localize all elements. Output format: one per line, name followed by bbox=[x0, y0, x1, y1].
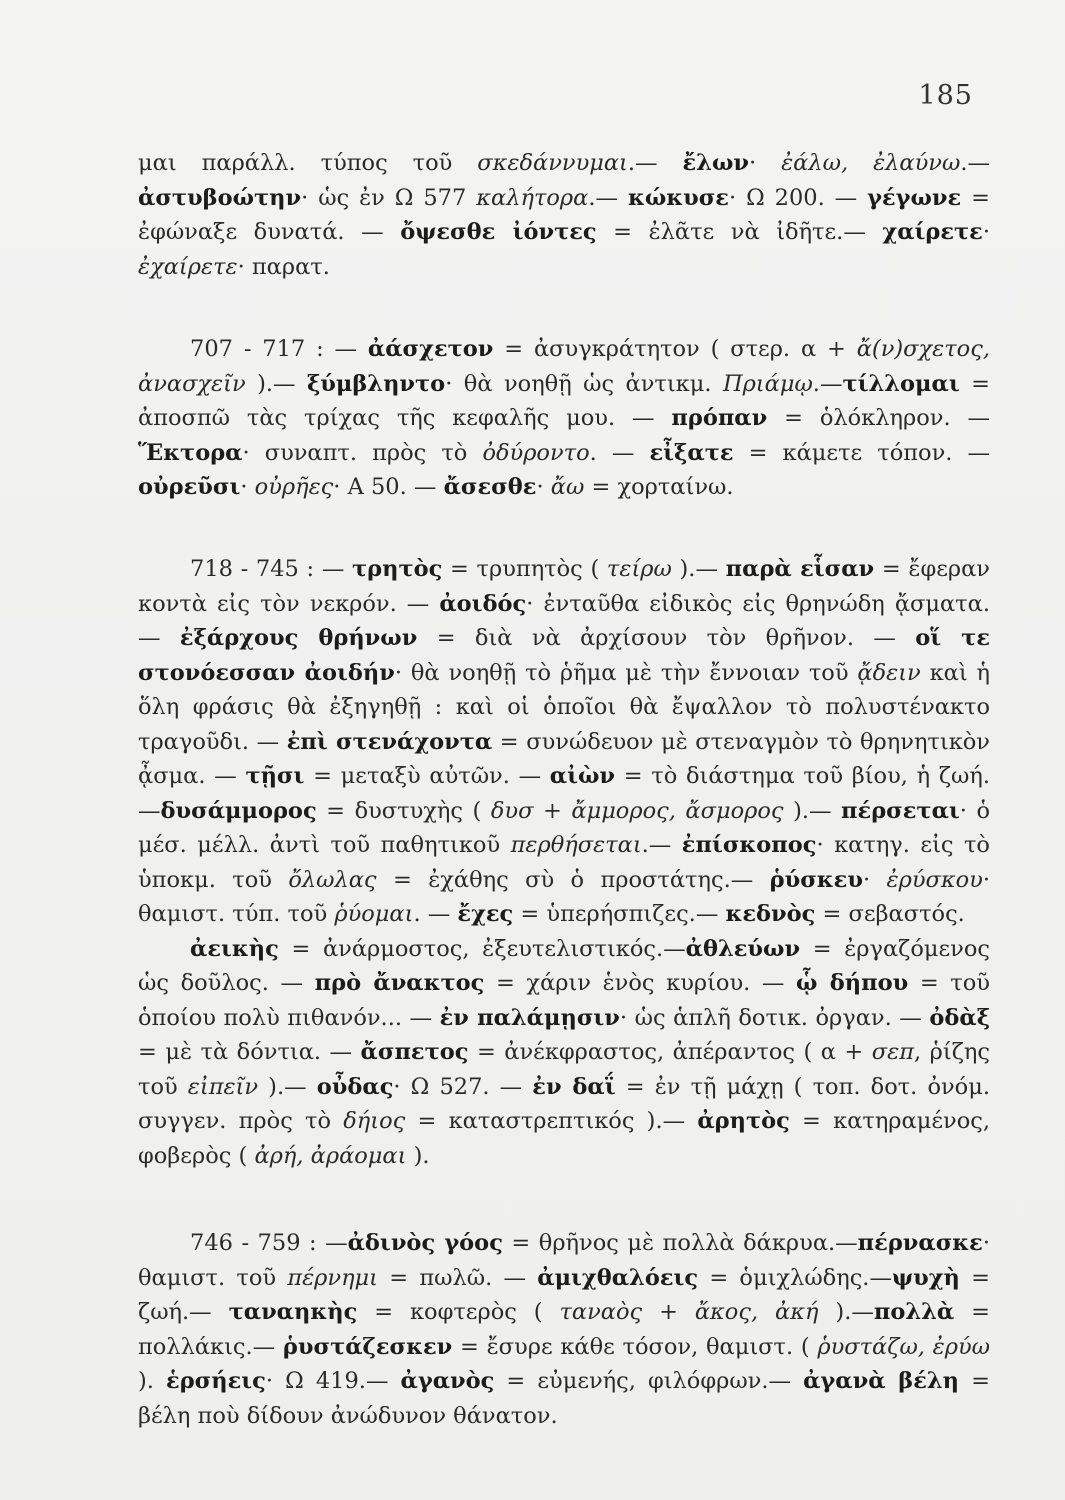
lemma: κεδνὸς bbox=[725, 901, 816, 927]
lemma: ἄσπετος bbox=[360, 1039, 469, 1065]
italic-term: Πριάμῳ bbox=[722, 370, 813, 397]
text-run: 718 - 745 : — bbox=[190, 556, 353, 582]
lemma: εἶξατε bbox=[649, 439, 734, 466]
text-run: = μεταξὺ αὐτῶν. — bbox=[304, 763, 550, 789]
italic-term: ὀδύροντο bbox=[482, 439, 590, 466]
text-run: . — bbox=[589, 439, 650, 466]
lemma: δυσάμμορος bbox=[160, 797, 317, 824]
lemma: Ἕκτορα bbox=[138, 439, 243, 466]
italic-term: ἐρύσκου bbox=[886, 866, 983, 893]
lemma: ἀεικὴς bbox=[190, 935, 279, 962]
lemma: πέρσεται bbox=[841, 797, 960, 824]
text-run: = ζωή.— bbox=[138, 1264, 991, 1325]
lemma: πρόπαν bbox=[671, 405, 768, 431]
lemma: ἀρητὸς bbox=[697, 1108, 790, 1134]
italic-term: ἄω bbox=[550, 474, 585, 500]
text-run: .— bbox=[812, 370, 843, 397]
text-run: μαι παράλλ. τύπος τοῦ bbox=[138, 150, 478, 176]
text-run: = συνώδευον μὲ στεναγμὸν τὸ θρηνητικὸν ᾆσμα. — bbox=[138, 728, 990, 789]
text-run: = ἀσυγκράτητον ( στερ. α + bbox=[493, 336, 857, 362]
lemma: ἀδινὸς γόος bbox=[347, 1230, 503, 1256]
lemma: πολλὰ bbox=[873, 1299, 955, 1325]
text-run: = χορταίνω. bbox=[584, 474, 734, 500]
italic-term: οὐρῆες bbox=[254, 474, 334, 500]
italic-term: ῥύομαι bbox=[334, 901, 414, 927]
text-run: = θρῆνος μὲ πολλὰ δάκρυα.— bbox=[502, 1230, 858, 1256]
text-run: = χάριν ἑνὸς κυρίου. — bbox=[484, 970, 797, 996]
lemma: χαίρετε bbox=[882, 219, 983, 245]
text-run: .— bbox=[588, 184, 628, 211]
lemma: ὄψεσθε ἰόντες bbox=[400, 219, 597, 245]
text-run: · Α 50. — bbox=[333, 474, 444, 500]
text-run: · bbox=[240, 474, 255, 500]
lemma: πέρνασκε bbox=[857, 1230, 983, 1256]
lemma: οἵ τε στονόεσσαν ἀοιδήν bbox=[138, 625, 991, 686]
text-run: ). bbox=[406, 1142, 430, 1169]
lemma: ξύμβληντο bbox=[306, 370, 446, 397]
italic-term: δήιος bbox=[343, 1108, 406, 1134]
text-run: = τοῦ ὁποίου πολὺ πιθανόν... — bbox=[138, 970, 990, 1031]
italic-term: σεπ bbox=[871, 1039, 915, 1065]
text-run: · bbox=[982, 219, 991, 245]
italic-term: περθήσεται bbox=[510, 832, 642, 858]
italic-term: ἐάλω, ἐλαύνω bbox=[781, 150, 961, 176]
lemma: οὐρεῦσι bbox=[138, 474, 241, 500]
lemma: ᾧ δήπου bbox=[796, 970, 909, 996]
text-run: · bbox=[862, 866, 887, 893]
text-run: = ἔφεραν κοντὰ εἰς τὸν νεκρόν. — bbox=[138, 556, 990, 617]
text-run: · συναπτ. πρὸς τὸ bbox=[242, 439, 483, 466]
italic-term: ὄλωλας bbox=[288, 866, 377, 893]
lemma: κώκυσε bbox=[627, 184, 729, 211]
italic-term: ἄ(ν)σχετος, ἀνασχεῖν bbox=[138, 336, 990, 397]
italic-term: ῥυστάζω, ἐρύω bbox=[817, 1333, 990, 1360]
lemma: ἐπίσκοπος bbox=[681, 832, 817, 858]
text-run: · ἐνταῦθα εἰδικὸς εἰς θρηνώδη ᾄσματα. — bbox=[138, 590, 990, 651]
text-run: ).— bbox=[245, 370, 307, 397]
text-run: = ὁμιχλώδης.— bbox=[698, 1264, 892, 1291]
text-run: · θαμιστ. τοῦ bbox=[138, 1230, 990, 1291]
lemma: ἐξάρχους θρήνων bbox=[179, 625, 418, 651]
lemma: ὀδὰξ bbox=[929, 1004, 991, 1031]
paragraph bbox=[138, 552, 990, 932]
text-run: .— bbox=[960, 150, 990, 176]
italic-term: ᾄδειν bbox=[857, 659, 921, 686]
text-run: = εὐμενής, φιλόφρων.— bbox=[494, 1368, 804, 1394]
section-verses-707-717 bbox=[138, 332, 990, 505]
italic-term: σκεδάννυμαι bbox=[477, 150, 628, 176]
lemma: παρὰ εἷσαν bbox=[725, 556, 875, 582]
italic-term: εἰπεῖν bbox=[187, 1073, 259, 1100]
text-run: = ἐχάθης σὺ ὁ προστάτης.— bbox=[376, 866, 770, 893]
text-run: ).— bbox=[671, 556, 726, 582]
text-run: 707 - 717 : — bbox=[190, 336, 368, 362]
lemma: ἀθλεύων bbox=[685, 935, 801, 962]
lemma: ἑρσήεις bbox=[166, 1368, 266, 1394]
italic-term: καλήτορα bbox=[476, 184, 589, 211]
text-run: · bbox=[536, 474, 551, 500]
lemma: ἐν παλάμῃσιν bbox=[439, 1004, 620, 1031]
text-run: = ἐλᾶτε νὰ ἰδῆτε.— bbox=[596, 219, 883, 245]
text-run: · bbox=[749, 150, 782, 176]
paragraph bbox=[138, 1226, 990, 1433]
text-run: · ὡς ἁπλῆ δοτικ. ὀργαν. — bbox=[619, 1004, 930, 1031]
text-run: = κατηραμένος, φοβερὸς ( bbox=[138, 1108, 990, 1169]
lemma: πρὸ ἄνακτος bbox=[314, 970, 485, 996]
text-run: · ὁ μέσ. μέλλ. ἀντὶ τοῦ παθητικοῦ bbox=[138, 797, 991, 858]
text-run: = σεβαστός. bbox=[815, 901, 965, 927]
text-run: = κοφτερὸς ( bbox=[357, 1299, 560, 1325]
text-run: · Ω 527. — bbox=[393, 1073, 533, 1100]
text-run: = ἀποσπῶ τὰς τρίχας τῆς κεφαλῆς μου. — bbox=[138, 370, 991, 431]
lemma: ψυχὴ bbox=[891, 1264, 960, 1291]
italic-term: ἐχαίρετε bbox=[138, 253, 238, 280]
italic-term: ταναὸς + ἄκος, ἀκή bbox=[559, 1299, 819, 1325]
text-run: = διὰ νὰ ἀρχίσουν τὸν θρῆνον. — bbox=[417, 625, 916, 651]
text-run: · θὰ νοηθῇ ὡς ἀντικμ. bbox=[445, 370, 723, 397]
paragraph-continued bbox=[138, 932, 990, 1174]
text-run: = μὲ τὰ δόντια. — bbox=[138, 1039, 361, 1065]
section-verses-746-759 bbox=[138, 1226, 990, 1433]
lemma: ἔλων bbox=[682, 150, 749, 176]
text-run: · Ω 200. — bbox=[728, 184, 868, 211]
text-run: · κατηγ. εἰς τὸ ὑποκμ. τοῦ bbox=[138, 832, 990, 893]
text-run: = τὸ διάστημα τοῦ βίου, ἡ ζωή.— bbox=[138, 763, 990, 824]
lemma: ῥύσκευ bbox=[769, 866, 863, 893]
text-run: ).— bbox=[258, 1073, 317, 1100]
text-run: = δυστυχὴς ( bbox=[316, 797, 491, 824]
lemma: ἐν δαΐ bbox=[532, 1073, 616, 1100]
text-run: = πολλάκις.— bbox=[138, 1299, 990, 1360]
lemma: αἰὼν bbox=[549, 763, 616, 789]
text-run: .— bbox=[641, 832, 682, 858]
lemma: ταναηκὴς bbox=[228, 1299, 358, 1325]
text-run: · ὡς ἐν Ω 577 bbox=[301, 184, 477, 211]
text-run: = τρυπητὸς ( bbox=[442, 556, 607, 582]
lemma: ἀάσχετον bbox=[367, 336, 494, 362]
text-run: καὶ ἡ ὅλη φράσις θὰ ἐξηγηθῇ : καὶ οἱ ὁποῖοι θὰ ἔψαλλον τὸ πολυστένακτο τραγοῦδι. — bbox=[138, 659, 990, 755]
text-run: ).— bbox=[783, 797, 842, 824]
lemma: τῇσι bbox=[245, 763, 305, 789]
paragraph bbox=[138, 332, 990, 505]
text-run: , ῥίζης τοῦ bbox=[138, 1039, 991, 1100]
lemma: ἐπὶ στενάχοντα bbox=[286, 728, 493, 755]
text-run: · θαμιστ. τύπ. τοῦ bbox=[138, 866, 991, 927]
italic-term: ἀρή, ἀράομαι bbox=[254, 1142, 407, 1169]
lemma: τρητὸς bbox=[352, 556, 443, 582]
text-run: = ἐφώναξε δυνατά. — bbox=[138, 184, 991, 245]
lemma: ἄσεσθε bbox=[443, 474, 537, 500]
text-run: = ἀνέκφραστος, ἀπέραντος ( α + bbox=[468, 1039, 872, 1065]
italic-term: δυσ + ἄμμορος, ἄσμορος bbox=[490, 797, 784, 824]
text-run: ).— bbox=[818, 1299, 874, 1325]
lemma: γέγωνε bbox=[867, 184, 962, 211]
lemma: ἀστυβοώτην bbox=[138, 184, 302, 211]
italic-term: τείρω bbox=[606, 556, 672, 582]
text-run: = βέλη ποὺ δίδουν ἀνώδυνον θάνατον. bbox=[138, 1368, 990, 1429]
lemma: ἔχες bbox=[457, 901, 514, 927]
text-run: · θὰ νοηθῇ τὸ ῥῆμα μὲ τὴν ἔννοιαν τοῦ bbox=[394, 659, 858, 686]
lemma: ῥυστάζεσκεν bbox=[282, 1333, 453, 1360]
section-verses-718-745 bbox=[138, 552, 990, 1173]
page-number: 185 bbox=[918, 80, 973, 111]
text-run: = πωλῶ. — bbox=[378, 1264, 538, 1291]
lemma: ἀγανὸς bbox=[400, 1368, 495, 1394]
text-run: = ἔσυρε κάθε τόσον, θαμιστ. ( bbox=[452, 1333, 818, 1360]
text-run: .— bbox=[627, 150, 683, 176]
text-run: . — bbox=[413, 901, 458, 927]
text-run: ). bbox=[138, 1368, 167, 1394]
text-run: = ἐργαζόμενος ὡς δοῦλος. — bbox=[138, 935, 990, 996]
lemma: οὖδας bbox=[316, 1073, 394, 1100]
lemma: τίλλομαι bbox=[842, 370, 960, 397]
text-run: = ὁλόκληρον. — bbox=[767, 405, 990, 431]
text-run: 746 - 759 : — bbox=[190, 1230, 348, 1256]
paragraph bbox=[138, 146, 990, 284]
italic-term: πέρνημι bbox=[287, 1264, 379, 1291]
text-run: = ἀνάρμοστος, ἐξευτελιστικός.— bbox=[278, 935, 686, 962]
lemma: ἀγανὰ βέλη bbox=[803, 1368, 960, 1394]
text-run: = καταστρεπτικός ).— bbox=[405, 1108, 698, 1134]
lemma: ἀοιδός bbox=[439, 590, 527, 617]
text-run: = ὑπερήσπιζες.— bbox=[513, 901, 726, 927]
lemma: ἀμιχθαλόεις bbox=[537, 1264, 699, 1291]
text-run: · παρατ. bbox=[237, 253, 330, 280]
text-run: = κάμετε τόπον. — bbox=[733, 439, 990, 466]
section-continuation bbox=[138, 146, 990, 284]
text-run: = ἐν τῇ μάχῃ ( τοπ. δοτ. ὀνόμ. συγγεν. πρὸς τὸ bbox=[138, 1073, 991, 1134]
text-run: · Ω 419.— bbox=[265, 1368, 401, 1394]
